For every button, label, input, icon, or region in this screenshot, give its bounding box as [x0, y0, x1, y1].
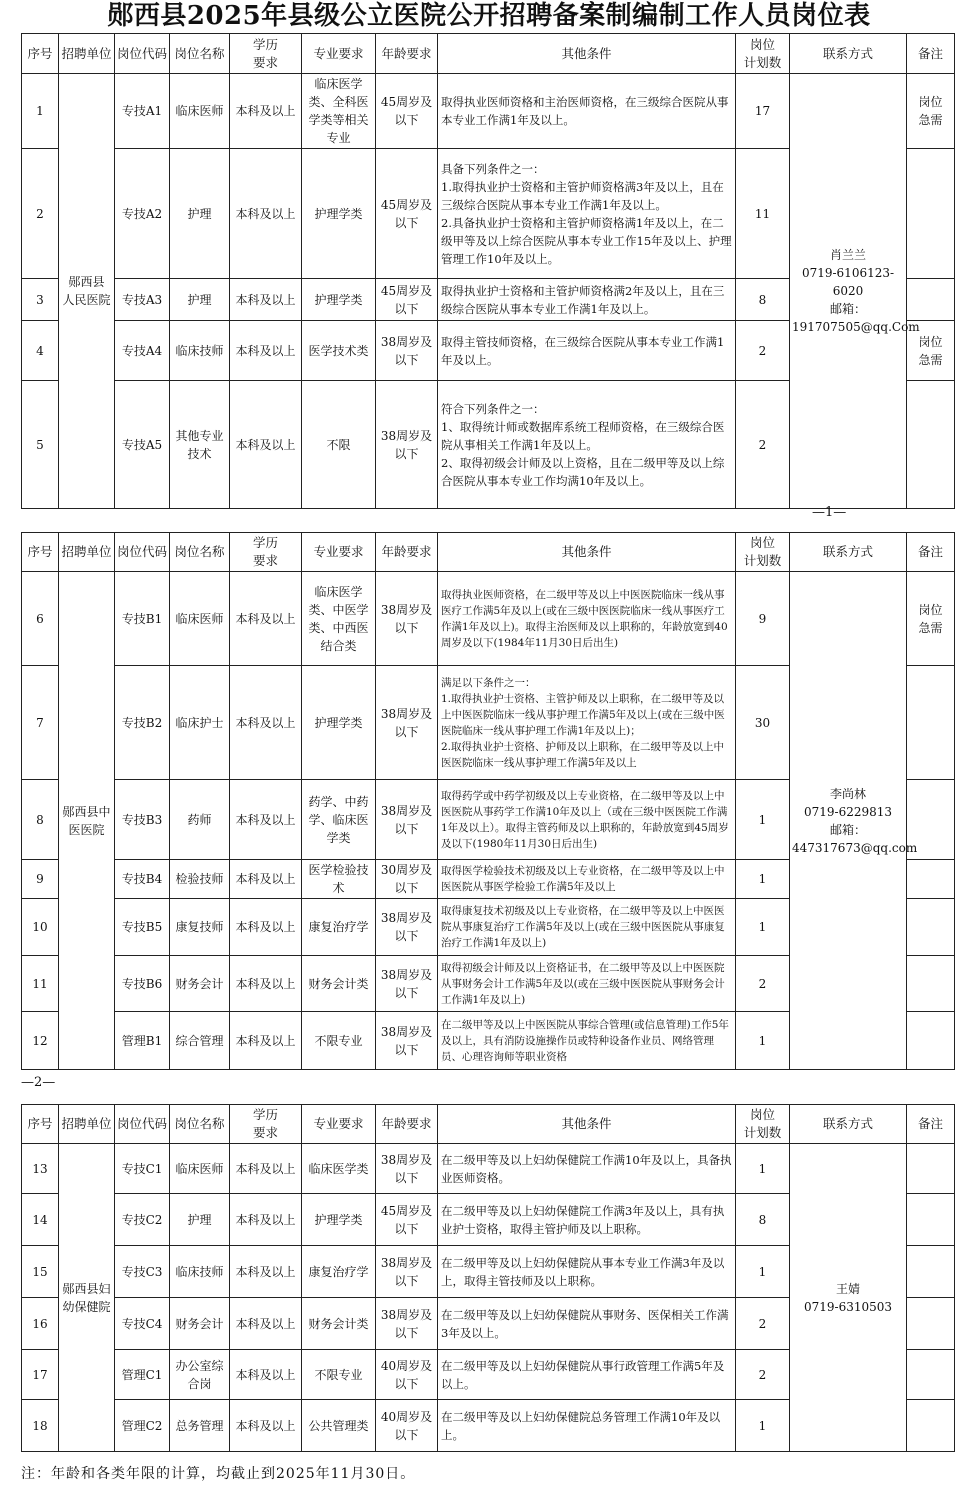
planned-count: 1	[736, 899, 790, 956]
row-number: 8	[22, 780, 59, 860]
planned-count: 11	[736, 149, 790, 279]
condition-line: 在二级甲等及以上妇幼保健院工作满10年及以上，具备执业医师资格。	[441, 1152, 732, 1185]
education-requirement: 本科及以上	[230, 74, 302, 149]
column-header: 联系方式	[790, 533, 907, 572]
column-header: 岗位 计划数	[736, 533, 790, 572]
age-requirement: 45周岁及以下	[376, 279, 438, 321]
condition-line: 满足以下条件之一：	[441, 676, 536, 689]
row-number: 18	[22, 1400, 59, 1452]
row-number: 2	[22, 149, 59, 279]
row-number: 7	[22, 666, 59, 780]
position-code: 专技C1	[115, 1144, 170, 1194]
condition-line: 取得医学检验技术初级及以上专业资格，在二级甲等及以上中医医院从事医学检验工作满5年及以上	[441, 865, 725, 893]
position-code: 专技B4	[115, 860, 170, 899]
positions-table-page-3	[21, 1104, 955, 1452]
column-header: 年龄要求	[376, 34, 438, 74]
condition-line: 取得初级会计师及以上资格证书，在二级甲等及以上中医医院从事财务会计工作满5年及以(或在三级中医医院从事财务会计工作满1年及以上)	[441, 961, 725, 1006]
column-header: 岗位代码	[115, 34, 170, 74]
condition-line: 在二级甲等及以上中医医院从事综合管理(或信息管理)工作5年及以上，具有消防设施操作员或特种设备作业员、网络管理员、心理咨询师等职业资格	[441, 1018, 729, 1063]
position-name: 其他专业技术	[170, 381, 230, 509]
position-name: 办公室综合岗	[170, 1350, 230, 1400]
position-code: 专技B5	[115, 899, 170, 956]
table-row	[22, 1144, 955, 1194]
contact-info: 王婧 0719-6310503	[790, 1144, 907, 1452]
column-header: 联系方式	[790, 1105, 907, 1144]
position-name: 临床医师	[170, 1144, 230, 1194]
planned-count: 2	[736, 1298, 790, 1350]
planned-count: 8	[736, 1194, 790, 1246]
condition-line: 在二级甲等及以上妇幼保健院工作满3年及以上，具有执业护士资格，取得主管护师及以上职称。	[441, 1203, 725, 1236]
remark	[907, 149, 955, 279]
column-header: 岗位 计划数	[736, 1105, 790, 1144]
condition-line: 取得康复技术初级及以上专业资格，在二级甲等及以上中医医院从事康复治疗工作满5年及以上(或在三级中医医院从事康复治疗工作满1年及以上)	[441, 905, 725, 949]
education-requirement: 本科及以上	[230, 1298, 302, 1350]
age-requirement: 38周岁及以下	[376, 321, 438, 381]
column-header: 序号	[22, 34, 59, 74]
planned-count: 1	[736, 1400, 790, 1452]
table-row	[22, 572, 955, 666]
other-conditions	[438, 1194, 736, 1246]
position-code: 管理B1	[115, 1012, 170, 1070]
column-header: 年龄要求	[376, 533, 438, 572]
age-requirement: 38周岁及以下	[376, 1298, 438, 1350]
other-conditions	[438, 572, 736, 666]
major-requirement: 康复治疗学	[302, 899, 376, 956]
education-requirement: 本科及以上	[230, 1012, 302, 1070]
major-requirement: 护理学类	[302, 279, 376, 321]
other-conditions	[438, 74, 736, 149]
age-requirement: 45周岁及以下	[376, 1194, 438, 1246]
position-name: 护理	[170, 149, 230, 279]
column-header: 其他条件	[438, 34, 736, 74]
age-requirement: 38周岁及以下	[376, 572, 438, 666]
contact-info: 肖兰兰 0719-6106123-6020 邮箱： 191707505@qq.Com	[790, 74, 907, 509]
column-header: 岗位代码	[115, 1105, 170, 1144]
column-header: 联系方式	[790, 34, 907, 74]
other-conditions	[438, 780, 736, 860]
column-header: 序号	[22, 1105, 59, 1144]
position-code: 专技B6	[115, 956, 170, 1012]
education-requirement: 本科及以上	[230, 149, 302, 279]
other-conditions	[438, 899, 736, 956]
planned-count: 2	[736, 956, 790, 1012]
major-requirement: 药学、中药学、临床医学类	[302, 780, 376, 860]
position-code: 管理C2	[115, 1400, 170, 1452]
remark	[907, 381, 955, 509]
remark	[907, 1350, 955, 1400]
row-number: 15	[22, 1246, 59, 1298]
condition-line: 2.具备执业护士资格和主管护师资格满1年及以上，在二级甲等及以上综合医院从事本专业工作15年及以上、护理管理工作10年及以上。	[441, 215, 732, 266]
row-number: 10	[22, 899, 59, 956]
major-requirement: 临床医学类、全科医学类等相关专业	[302, 74, 376, 149]
planned-count: 1	[736, 1012, 790, 1070]
position-name: 检验技师	[170, 860, 230, 899]
column-header: 岗位代码	[115, 533, 170, 572]
column-header: 专业要求	[302, 34, 376, 74]
major-requirement: 康复治疗学	[302, 1246, 376, 1298]
major-requirement: 医学技术类	[302, 321, 376, 381]
remark: 岗位 急需	[907, 572, 955, 666]
major-requirement: 公共管理类	[302, 1400, 376, 1452]
remark	[907, 899, 955, 956]
position-code: 专技A4	[115, 321, 170, 381]
remark	[907, 666, 955, 780]
other-conditions	[438, 860, 736, 899]
table-row	[22, 74, 955, 149]
education-requirement: 本科及以上	[230, 321, 302, 381]
condition-line: 取得药学或中药学初级及以上专业资格，在二级甲等及以上中医医院从事药学工作满10年及以上（或在三级中医医院工作满1年及以上）。取得主管药师及以上职称的，年龄放宽到45周岁及以下(1980年11月30日后出生)	[441, 789, 729, 850]
planned-count: 2	[736, 321, 790, 381]
position-code: 管理C1	[115, 1350, 170, 1400]
hiring-unit: 郧西县中 医医院	[59, 572, 115, 1070]
condition-line: 符合下列条件之一：	[441, 401, 545, 416]
other-conditions	[438, 149, 736, 279]
planned-count: 1	[736, 1144, 790, 1194]
row-number: 4	[22, 321, 59, 381]
remark	[907, 860, 955, 899]
position-name: 康复技师	[170, 899, 230, 956]
column-header: 岗位 计划数	[736, 34, 790, 74]
planned-count: 30	[736, 666, 790, 780]
position-code: 专技B2	[115, 666, 170, 780]
position-name: 药师	[170, 780, 230, 860]
other-conditions	[438, 279, 736, 321]
page-title: 郧西县2025年县级公立医院公开招聘备案制编制工作人员岗位表	[107, 1, 871, 31]
position-name: 临床技师	[170, 1246, 230, 1298]
row-number: 6	[22, 572, 59, 666]
age-requirement: 30周岁及以下	[376, 860, 438, 899]
footnote: 注：年龄和各类年限的计算，均截止到2025年11月30日。	[21, 1466, 416, 1482]
condition-line: 取得主管技师资格，在三级综合医院从事本专业工作满1年及以上。	[441, 334, 725, 367]
planned-count: 2	[736, 1350, 790, 1400]
age-requirement: 38周岁及以下	[376, 780, 438, 860]
column-header: 学历 要求	[230, 34, 302, 74]
major-requirement: 财务会计类	[302, 1298, 376, 1350]
row-number: 13	[22, 1144, 59, 1194]
education-requirement: 本科及以上	[230, 666, 302, 780]
positions-table-page-2	[21, 532, 955, 1070]
age-requirement: 38周岁及以下	[376, 1144, 438, 1194]
page-number-1: —1—	[812, 505, 847, 520]
education-requirement: 本科及以上	[230, 899, 302, 956]
education-requirement: 本科及以上	[230, 381, 302, 509]
major-requirement: 护理学类	[302, 1194, 376, 1246]
education-requirement: 本科及以上	[230, 1246, 302, 1298]
column-header: 年龄要求	[376, 1105, 438, 1144]
row-number: 17	[22, 1350, 59, 1400]
remark: 岗位 急需	[907, 321, 955, 381]
age-requirement: 38周岁及以下	[376, 899, 438, 956]
condition-line: 在二级甲等及以上妇幼保健院从事本专业工作满3年及以上，取得主管技师及以上职称。	[441, 1255, 725, 1288]
position-code: 专技B3	[115, 780, 170, 860]
other-conditions	[438, 1144, 736, 1194]
position-name: 临床医师	[170, 74, 230, 149]
major-requirement: 临床医学类、中医学类、中西医结合类	[302, 572, 376, 666]
column-header: 岗位名称	[170, 533, 230, 572]
row-number: 11	[22, 956, 59, 1012]
condition-line: 具备下列条件之一：	[441, 161, 545, 176]
column-header: 学历 要求	[230, 1105, 302, 1144]
position-code: 专技A1	[115, 74, 170, 149]
planned-count: 1	[736, 860, 790, 899]
row-number: 1	[22, 74, 59, 149]
column-header: 其他条件	[438, 1105, 736, 1144]
education-requirement: 本科及以上	[230, 956, 302, 1012]
condition-line: 取得执业医师资格，在二级甲等及以上中医医院临床一线从事医疗工作满5年及以上(或在三级中医医院临床一线从事医疗工作满1年及以上)。取得主治医师及以上职称的，年龄放宽到40周岁及以下(1984年11月30日后出生)	[441, 588, 728, 649]
condition-line: 2.取得执业护士资格、护师及以上职称，在二级甲等及以上中医医院临床一线从事护理工作满5年及以上	[441, 740, 725, 769]
position-name: 护理	[170, 1194, 230, 1246]
position-name: 临床技师	[170, 321, 230, 381]
condition-line: 在二级甲等及以上妇幼保健院从事行政管理工作满5年及以上。	[441, 1358, 725, 1391]
column-header: 招聘单位	[59, 533, 115, 572]
other-conditions	[438, 1400, 736, 1452]
row-number: 14	[22, 1194, 59, 1246]
position-name: 临床护士	[170, 666, 230, 780]
position-name: 总务管理	[170, 1400, 230, 1452]
major-requirement: 护理学类	[302, 666, 376, 780]
other-conditions	[438, 1298, 736, 1350]
column-header: 岗位名称	[170, 34, 230, 74]
hiring-unit: 郧西县妇 幼保健院	[59, 1144, 115, 1452]
column-header: 其他条件	[438, 533, 736, 572]
planned-count: 8	[736, 279, 790, 321]
major-requirement: 医学检验技术	[302, 860, 376, 899]
major-requirement: 不限	[302, 381, 376, 509]
education-requirement: 本科及以上	[230, 1194, 302, 1246]
position-code: 专技A2	[115, 149, 170, 279]
remark	[907, 279, 955, 321]
condition-line: 1.取得执业护士资格、主管护师及以上职称，在二级甲等及以上中医医院临床一线从事护理工作满5年及以上(或在三级中医医院临床一线从事护理工作满1年及以上)；	[441, 692, 725, 737]
other-conditions	[438, 1350, 736, 1400]
planned-count: 2	[736, 381, 790, 509]
remark	[907, 1400, 955, 1452]
column-header: 招聘单位	[59, 34, 115, 74]
major-requirement: 护理学类	[302, 149, 376, 279]
remark	[907, 956, 955, 1012]
condition-line: 取得执业护士资格和主管护师资格满2年及以上，且在三级综合医院从事本专业工作满1年及以上。	[441, 283, 725, 316]
position-name: 护理	[170, 279, 230, 321]
column-header: 招聘单位	[59, 1105, 115, 1144]
condition-line: 1、取得统计师或数据库系统工程师资格，在三级综合医院从事相关工作满1年及以上。	[441, 419, 725, 452]
age-requirement: 38周岁及以下	[376, 381, 438, 509]
remark	[907, 1194, 955, 1246]
other-conditions	[438, 381, 736, 509]
other-conditions	[438, 1246, 736, 1298]
column-header: 专业要求	[302, 533, 376, 572]
column-header: 序号	[22, 533, 59, 572]
position-name: 综合管理	[170, 1012, 230, 1070]
row-number: 9	[22, 860, 59, 899]
other-conditions	[438, 666, 736, 780]
header-row	[22, 34, 955, 74]
education-requirement: 本科及以上	[230, 572, 302, 666]
education-requirement: 本科及以上	[230, 1400, 302, 1452]
other-conditions	[438, 956, 736, 1012]
row-number: 5	[22, 381, 59, 509]
condition-line: 取得执业医师资格和主治医师资格，在三级综合医院从事本专业工作满1年及以上。	[441, 95, 729, 127]
position-code: 专技A5	[115, 381, 170, 509]
position-code: 专技C4	[115, 1298, 170, 1350]
positions-table-page-1	[21, 33, 955, 509]
column-header: 备注	[907, 1105, 955, 1144]
education-requirement: 本科及以上	[230, 780, 302, 860]
remark	[907, 1298, 955, 1350]
remark	[907, 1012, 955, 1070]
major-requirement: 不限专业	[302, 1012, 376, 1070]
age-requirement: 40周岁及以下	[376, 1350, 438, 1400]
planned-count: 17	[736, 74, 790, 149]
column-header: 学历 要求	[230, 533, 302, 572]
age-requirement: 45周岁及以下	[376, 74, 438, 149]
major-requirement: 不限专业	[302, 1350, 376, 1400]
remark: 岗位 急需	[907, 74, 955, 149]
age-requirement: 40周岁及以下	[376, 1400, 438, 1452]
position-code: 专技C3	[115, 1246, 170, 1298]
column-header: 备注	[907, 533, 955, 572]
other-conditions	[438, 1012, 736, 1070]
major-requirement: 临床医学类	[302, 1144, 376, 1194]
position-code: 专技B1	[115, 572, 170, 666]
remark	[907, 1144, 955, 1194]
condition-line: 1.取得执业护士资格和主管护师资格满3年及以上，且在三级综合医院从事本专业工作满1年及以上。	[441, 179, 724, 212]
education-requirement: 本科及以上	[230, 1144, 302, 1194]
row-number: 12	[22, 1012, 59, 1070]
other-conditions	[438, 321, 736, 381]
position-name: 财务会计	[170, 956, 230, 1012]
remark	[907, 1246, 955, 1298]
header-row	[22, 1105, 955, 1144]
row-number: 16	[22, 1298, 59, 1350]
condition-line: 2、取得初级会计师及以上资格，且在二级甲等及以上综合医院从事本专业工作均满10年及以上。	[441, 455, 725, 488]
age-requirement: 38周岁及以下	[376, 956, 438, 1012]
condition-line: 在二级甲等及以上妇幼保健院总务管理工作满10年及以上。	[441, 1409, 721, 1442]
column-header: 备注	[907, 34, 955, 74]
age-requirement: 38周岁及以下	[376, 1012, 438, 1070]
education-requirement: 本科及以上	[230, 279, 302, 321]
age-requirement: 45周岁及以下	[376, 149, 438, 279]
position-name: 财务会计	[170, 1298, 230, 1350]
header-row	[22, 533, 955, 572]
position-name: 临床医师	[170, 572, 230, 666]
column-header: 岗位名称	[170, 1105, 230, 1144]
major-requirement: 财务会计类	[302, 956, 376, 1012]
planned-count: 9	[736, 572, 790, 666]
hiring-unit: 郧西县 人民医院	[59, 74, 115, 509]
condition-line: 在二级甲等及以上妇幼保健院从事财务、医保相关工作满3年及以上。	[441, 1307, 729, 1340]
row-number: 3	[22, 279, 59, 321]
education-requirement: 本科及以上	[230, 860, 302, 899]
age-requirement: 38周岁及以下	[376, 666, 438, 780]
position-code: 专技C2	[115, 1194, 170, 1246]
column-header: 专业要求	[302, 1105, 376, 1144]
planned-count: 1	[736, 780, 790, 860]
age-requirement: 38周岁及以下	[376, 1246, 438, 1298]
page-number-2: —2—	[21, 1075, 56, 1090]
planned-count: 1	[736, 1246, 790, 1298]
contact-info: 李尚林 0719-6229813 邮箱： 447317673@qq.com	[790, 572, 907, 1070]
position-code: 专技A3	[115, 279, 170, 321]
education-requirement: 本科及以上	[230, 1350, 302, 1400]
